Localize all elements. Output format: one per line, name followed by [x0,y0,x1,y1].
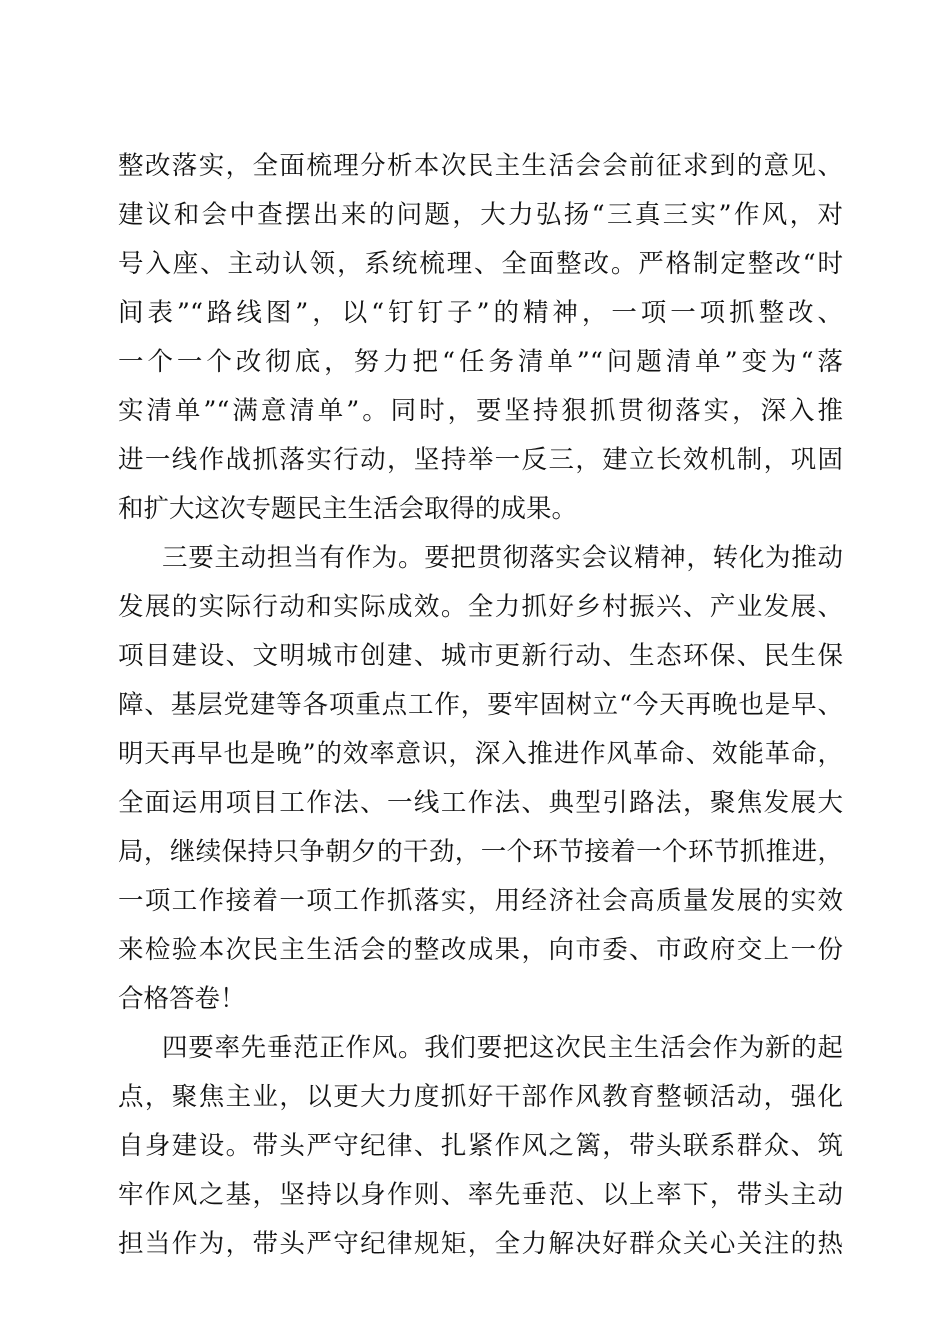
text-line: 障、基层党建等各项重点工作，要牢固树立“今天再晚也是早、 [118,690,843,720]
text-line: 合格答卷！ [118,984,246,1014]
paragraph-take-responsibility [118,534,843,1024]
text-line: 建议和会中查摆出来的问题，大力弘扬“三真三实”作风，对 [118,200,843,230]
text-line: 牢作风之基，坚持以身作则、率先垂范、以上率下，带头主动 [118,1180,843,1210]
text-line: 三要主动担当有作为。要把贯彻落实会议精神，转化为推动 [162,543,843,573]
text-line: 一项工作接着一项工作抓落实，用经济社会高质量发展的实效 [118,886,843,916]
text-line: 发展的实际行动和实际成效。全力抓好乡村振兴、产业发展、 [118,592,843,622]
text-line: 四要率先垂范正作风。我们要把这次民主生活会作为新的起 [162,1033,843,1063]
text-line: 和扩大这次专题民主生活会取得的成果。 [118,494,578,524]
text-line: 来检验本次民主生活会的整改成果，向市委、市政府交上一份 [118,935,843,965]
text-line: 明天再早也是晚”的效率意识，深入推进作风革命、效能革命， [118,739,843,769]
text-line: 局，继续保持只争朝夕的干劲，一个环节接着一个环节抓推进， [118,837,843,867]
text-line: 全面运用项目工作法、一线工作法、典型引路法，聚焦发展大 [118,788,843,818]
text-line: 间表”“路线图”，以“钉钉子”的精神，一项一项抓整改、 [118,298,843,328]
text-line: 项目建设、文明城市创建、城市更新行动、生态环保、民生保 [118,641,843,671]
text-line: 进一线作战抓落实行动，坚持举一反三，建立长效机制，巩固 [118,445,843,475]
text-line: 实清单”“满意清单”。同时，要坚持狠抓贯彻落实，深入推 [118,396,843,426]
text-line: 自身建设。带头严守纪律、扎紧作风之篱，带头联系群众、筑 [118,1131,843,1161]
text-line: 担当作为，带头严守纪律规矩，全力解决好群众关心关注的热 [118,1229,843,1259]
paragraph-rectification [118,142,843,534]
text-line: 一个一个改彻底，努力把“任务清单”“问题清单”变为“落 [118,347,843,377]
document-page [118,142,843,1269]
text-line: 号入座、主动认领，系统梳理、全面整改。严格制定整改“时 [118,249,843,279]
text-line: 整改落实，全面梳理分析本次民主生活会会前征求到的意见、 [118,151,843,181]
text-line: 点，聚焦主业，以更大力度抓好干部作风教育整顿活动，强化 [118,1082,843,1112]
paragraph-lead-by-example [118,1024,843,1269]
